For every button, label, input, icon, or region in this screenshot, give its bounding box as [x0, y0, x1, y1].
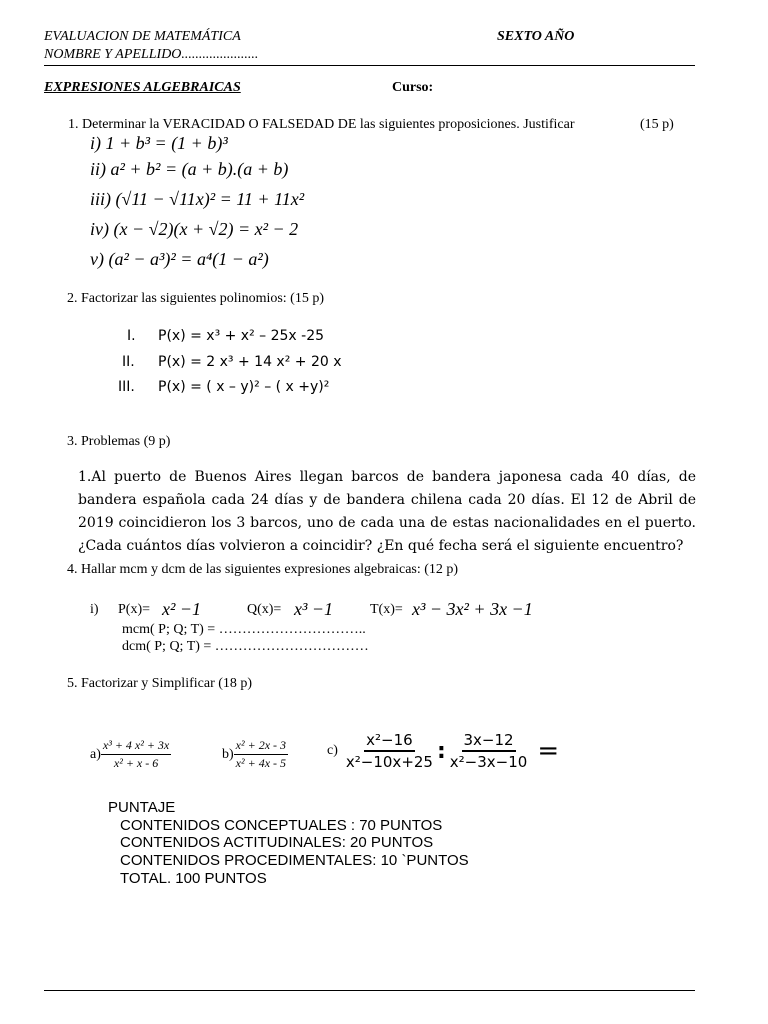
q1-item-iv: iv) (x − √2)(x + √2) = x² − 2 — [90, 219, 299, 239]
q5-a-denominator: x² + x - 6 — [113, 756, 159, 770]
q2-item-expr-3: P(x) = ( x – y)² – ( x +y)² — [158, 379, 330, 395]
q5-prompt: 5. Factorizar y Simplificar (18 p) — [67, 676, 253, 691]
course-label: Curso: — [392, 80, 434, 95]
q1-prompt: 1. Determinar la VERACIDAD O FALSEDAD DE las siguientes proposiciones. Justificar — [68, 117, 575, 132]
q5-c2-denominator: x²−3x−10 — [449, 753, 528, 771]
q5-a-numerator: x³ + 4 x² + 3x — [101, 738, 171, 755]
scores-title: PUNTAJE — [108, 799, 176, 816]
scores-line-attitudinal: CONTENIDOS ACTITUDINALES: 20 PUNTOS — [120, 834, 434, 851]
topic-title: EXPRESIONES ALGEBRAICAS — [44, 80, 241, 95]
q5-a-fraction — [101, 738, 171, 771]
q4-q-expr: x³ −1 — [294, 599, 334, 619]
q5-item-a — [90, 738, 171, 771]
q5-b-numerator: x² + 2x - 3 — [234, 738, 288, 755]
q4-t-label: T(x)= — [370, 602, 403, 617]
q5-b-label: b) — [222, 746, 234, 762]
name-line: NOMBRE Y APELLIDO...................... — [44, 47, 259, 62]
q5-c-fraction-2 — [448, 731, 530, 771]
q4-t-expr: x³ − 3x² + 3x −1 — [412, 599, 533, 619]
q4-item-label: i) — [90, 602, 99, 617]
q2-item-label-3: III. — [118, 379, 135, 395]
q5-c-label: c) — [327, 743, 338, 758]
q5-c-equals-sign: = — [537, 736, 560, 766]
footer-divider — [44, 990, 695, 991]
q4-prompt: 4. Hallar mcm y dcm de las siguientes expresiones algebraicas: (12 p) — [67, 562, 459, 577]
scores-line-total: TOTAL. 100 PUNTOS — [120, 870, 267, 887]
header-divider — [44, 65, 695, 66]
scores-line-conceptual: CONTENIDOS CONCEPTUALES : 70 PUNTOS — [120, 817, 443, 834]
q5-c1-numerator: x²−16 — [364, 731, 415, 752]
q3-problem-text: 1.Al puerto de Buenos Aires llegan barcos de bandera japonesa cada 40 días, de bandera española cada 24 días y de bandera chilena cada 20 días. El 12 de Abril de 2019 coincidieron los 3 barcos, uno de cada una de estas nacionalidades en el puerto. ¿Cada cuántos días volvieron a coincidir? ¿En qué fecha será el siguiente encuentro? — [78, 469, 696, 554]
q1-item-v: v) (a² − a³)² = a⁴(1 − a²) — [90, 249, 269, 269]
q5-c-fraction-1 — [344, 731, 435, 771]
q2-item-expr-2: P(x) = 2 x³ + 14 x² + 20 x — [158, 354, 342, 370]
q4-p-label: P(x)= — [118, 602, 151, 617]
q2-item-expr-1: P(x) = x³ + x² – 25x -25 — [158, 328, 325, 344]
q1-item-i: i) 1 + b³ = (1 + b)³ — [90, 133, 228, 153]
q3-prompt: 3. Problemas (9 p) — [67, 434, 171, 449]
q2-item-label-1: I. — [127, 328, 136, 344]
q2-prompt: 2. Factorizar las siguientes polinomios: (15 p) — [67, 291, 325, 306]
q5-c1-denominator: x²−10x+25 — [345, 753, 433, 771]
q5-c2-numerator: 3x−12 — [462, 731, 516, 752]
q4-p-expr: x² −1 — [162, 599, 202, 619]
q5-c-divide-sign: : — [436, 738, 446, 764]
q4-dcm-line: dcm( P; Q; T) = …………………………… — [122, 639, 369, 654]
year-label: SEXTO AÑO — [497, 29, 575, 44]
q5-item-b — [222, 738, 288, 771]
q2-item-label-2: II. — [122, 354, 135, 370]
exam-title: EVALUACION DE MATEMÁTICA — [44, 29, 241, 44]
q1-item-ii: ii) a² + b² = (a + b).(a + b) — [90, 159, 289, 179]
q5-a-label: a) — [90, 746, 101, 762]
q1-item-iii: iii) (√11 − √11x)² = 11 + 11x² — [90, 189, 305, 209]
scores-line-procedural: CONTENIDOS PROCEDIMENTALES: 10 `PUNTOS — [120, 852, 469, 869]
q5-b-denominator: x² + 4x - 5 — [235, 756, 287, 770]
q5-b-fraction — [234, 738, 288, 771]
q4-mcm-line: mcm( P; Q; T) = ………………………….. — [122, 622, 366, 637]
q5-item-c — [327, 731, 559, 771]
q1-points: (15 p) — [640, 117, 674, 132]
q4-q-label: Q(x)= — [247, 602, 282, 617]
